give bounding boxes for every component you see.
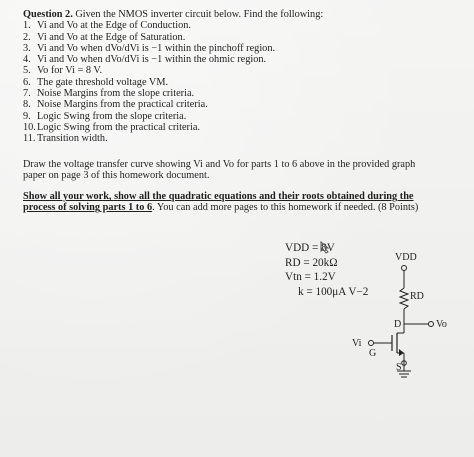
- question-item-text: The gate threshold voltage VM.: [37, 76, 169, 88]
- circuit-diagram: [313, 238, 458, 388]
- question-item-text: Vo for Vi = 8 V.: [37, 65, 103, 77]
- question-item: [23, 133, 453, 144]
- question-number: 10.: [23, 121, 36, 133]
- question-label: Question 2.: [23, 9, 73, 20]
- question-number: 1.: [23, 20, 31, 32]
- cursor-icon: [321, 242, 328, 253]
- question-item-text: Noise Margins from the practical criteria.: [37, 99, 208, 111]
- k-equation: k = 100μA V−2: [298, 286, 369, 298]
- question-item: [23, 54, 453, 65]
- question-number: 9.: [23, 110, 31, 122]
- requirements-line-1: Show all your work, show all the quadratic equations and their roots obtained during the: [23, 191, 414, 203]
- question-item-text: Vi and Vo at the Edge of Conduction.: [37, 20, 192, 32]
- question-item-text: Vi and Vo when dVo/dVi is −1 within the ohmic region.: [37, 54, 267, 66]
- question-number: 11.: [23, 133, 36, 145]
- question-item-text: Vi and Vo at the Edge of Saturation.: [37, 31, 186, 43]
- vdd-equation: VDD = 8V: [285, 242, 335, 254]
- question-number: 8.: [23, 99, 31, 111]
- vdd-node-icon: [402, 266, 407, 271]
- question-number: 4.: [23, 54, 31, 66]
- rd-equation: RD = 20kΩ: [285, 257, 338, 269]
- question-item-text: Logic Swing from the practical criteria.: [37, 121, 200, 133]
- requirements-rest-text: . You can add more pages to this homework if needed. (8 Points): [152, 202, 419, 214]
- submission-requirements: [23, 191, 453, 214]
- vi-label: Vi: [352, 338, 362, 349]
- gate-label: G: [369, 348, 377, 359]
- question-item: [23, 20, 453, 31]
- question-item: [23, 111, 453, 122]
- question-number: 2.: [23, 31, 31, 43]
- question-item: [23, 65, 453, 76]
- output-node-icon: [429, 322, 434, 327]
- question-item: [23, 77, 453, 88]
- resistor-icon: [400, 288, 408, 309]
- question-item-text: Transition width.: [37, 133, 108, 145]
- vdd-label: VDD: [395, 252, 417, 263]
- input-node-icon: [369, 341, 374, 346]
- question-text: Given the NMOS inverter circuit below. Find the following:: [72, 9, 324, 20]
- drain-label: D: [394, 319, 402, 330]
- nmos-inverter-circuit: [313, 238, 458, 388]
- question-heading: [23, 9, 453, 20]
- rd-label: RD: [410, 291, 424, 302]
- question-item: [23, 43, 453, 54]
- question-item: [23, 32, 453, 43]
- source-label: S: [396, 362, 402, 373]
- paragraph-line-2: paper on page 3 of this homework document.: [23, 169, 210, 181]
- instructions-paragraph: [23, 159, 453, 182]
- question-item-text: Noise Margins from the slope criteria.: [37, 88, 195, 100]
- question-number: 5.: [23, 65, 31, 77]
- question-item: [23, 122, 453, 133]
- question-content: [23, 9, 453, 214]
- question-number: 3.: [23, 42, 31, 54]
- requirements-underlined-text: process of solving parts 1 to 6: [23, 202, 153, 214]
- question-item-text: Logic Swing from the slope criteria.: [37, 110, 187, 122]
- source-arrow-icon: [399, 349, 404, 356]
- question-item: [23, 99, 453, 110]
- paragraph-line-1: Draw the voltage transfer curve showing Vi and Vo for parts 1 to 6 above in the provided graph: [23, 158, 416, 170]
- requirements-line-2: [23, 202, 453, 213]
- vtn-equation: Vtn = 1.2V: [285, 271, 336, 283]
- question-item: [23, 88, 453, 99]
- question-list: [23, 20, 453, 144]
- vo-label: Vo: [436, 319, 447, 330]
- question-number: 6.: [23, 76, 31, 88]
- question-number: 7.: [23, 88, 31, 100]
- question-item-text: Vi and Vo when dVo/dVi is −1 within the pinchoff region.: [37, 42, 276, 54]
